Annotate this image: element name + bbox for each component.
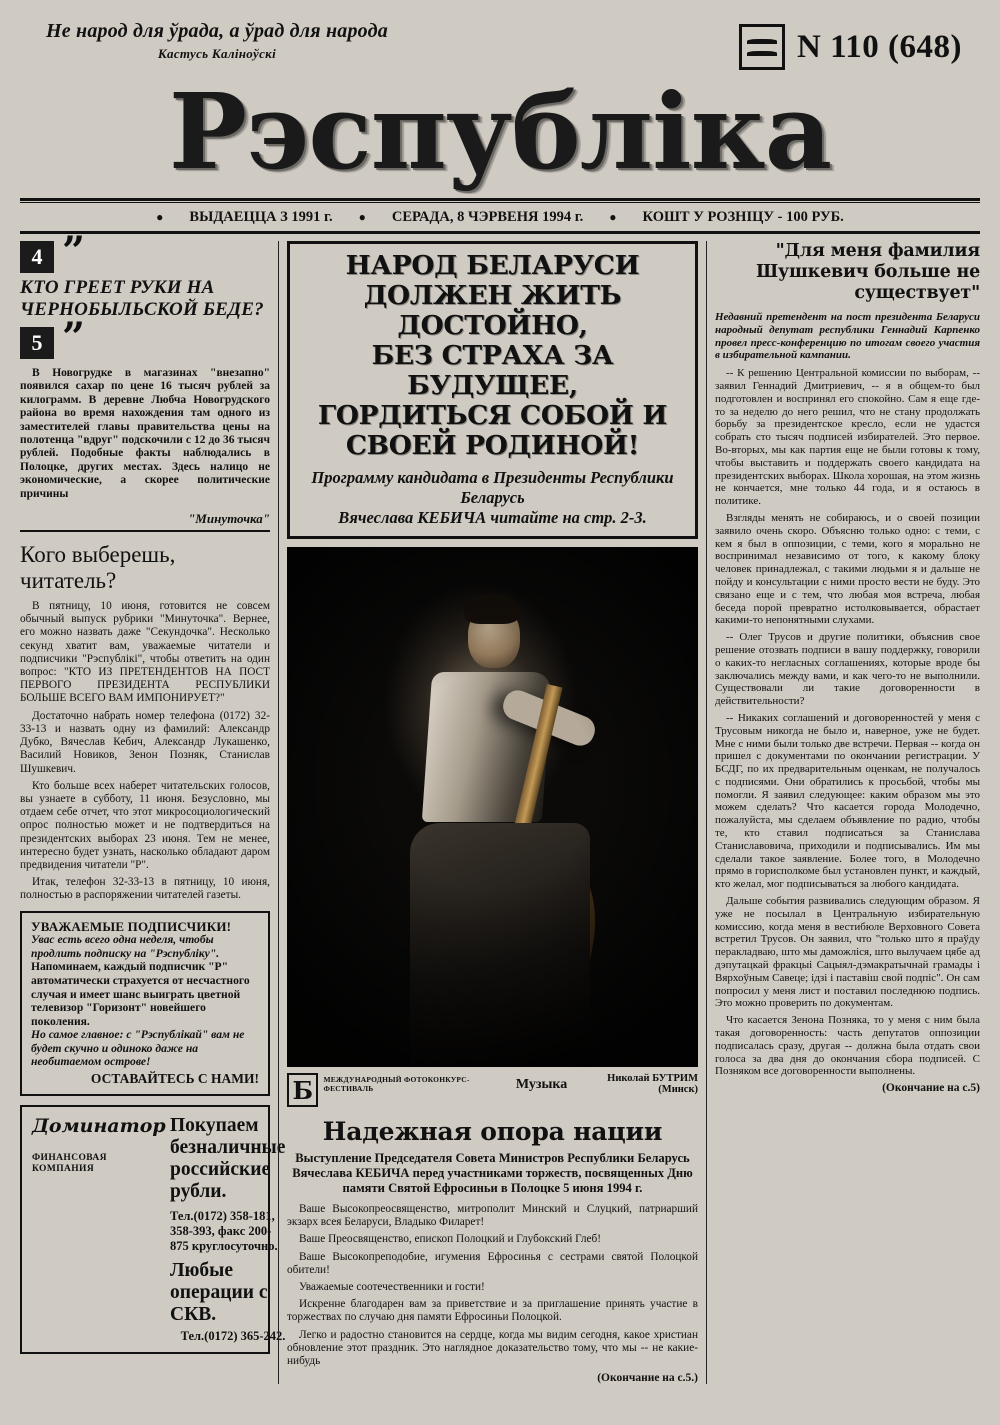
left-article-body bbox=[20, 600, 270, 902]
center-article-headline[interactable]: Надежная опора нации bbox=[322, 1117, 663, 1146]
masthead-motto-block bbox=[46, 20, 388, 62]
body-grid bbox=[20, 228, 980, 1385]
motto-author: Кастусь Каліноўскі bbox=[157, 46, 276, 61]
masthead-infoline bbox=[20, 203, 980, 234]
photo-vignette bbox=[287, 547, 698, 1067]
right-column bbox=[706, 241, 980, 1384]
date-text: СЕРАДА, 8 ЧЭРВЕНЯ 1994 г. bbox=[391, 209, 584, 225]
ad-phone-2: Тел.(0172) 365-242. bbox=[180, 1328, 286, 1343]
right-para-3: -- Никаких соглашений и договоренностей у меня с Трусовым никогда не было и, наверное, уже не будет. Мне с ними были только две встречи. Первая -- когда он пришел с документами по окончании регистрации. У БСДГ, по их предварительным оценкам, не получалось с подписями. Они обратились к просьбой, чтобы мы помогли. Я заявил следующее: каким образом мы это можем сделать? Что касается города Молодечно, пожалуйста, мы сделаем объявление по радио, чтобы те, кто ставил подписаться за Станислава Станиславовича, приходили и подписывались. Им мы сделали такое заявление. Более того, в Молодечно прямо в горисполкоме был установлен пункт, и каждый, кто желал, мог подписываться за любого кандидата. bbox=[715, 711, 980, 891]
photo-musician bbox=[287, 547, 698, 1067]
teaser-block[interactable] bbox=[20, 228, 270, 275]
banner-line-3: ГОРДИТЬСЯ СОБОЙ И СВОЕЙ РОДИНОЙ! bbox=[317, 400, 668, 461]
masthead-title-band bbox=[26, 72, 974, 194]
left-para-3: Итак, телефон 32-33-13 в пятницу, 10 июня, полностью в распоряжении читателей газеты. bbox=[20, 876, 270, 902]
photo-credit: Николай БУТРИМ (Минск) bbox=[607, 1073, 698, 1095]
issue-number: N 110 (648) bbox=[797, 28, 962, 65]
right-continuation[interactable]: (Окончание на с.5) bbox=[882, 1082, 980, 1095]
left-para-2: Кто больше всех наберет читательских голосов, вы узнаете в субботу, 11 июня. Безусловно, мы отдаем себе отчет, что этот микросоциологический опрос полностью может и не подтвердиться на президентских выборах 23 июня. Тем не менее, интересно будет узнать, насколько обладают даром предвидения читатели "Р". bbox=[20, 779, 270, 871]
right-article-lead: Недавний претендент на пост президента Беларуси народный депутат республики Геннадий Карпенко провел пресс-конференцию по итогам своего участия в избирательной кампании. bbox=[715, 311, 980, 362]
center-article-body bbox=[287, 1203, 698, 1368]
masthead-top bbox=[16, 14, 984, 70]
center-article-sub: Выступление Председателя Совета Министров Республики Беларусь Вячеслава КЕБИЧА перед участниками торжеств, посвященных Дню памяти Святой Ефросиньи в Полоцке 5 июня 1994 г. bbox=[292, 1151, 693, 1195]
ad-headline-1: Покупаем безналичные российские рубли. bbox=[170, 1114, 286, 1202]
right-article-body bbox=[715, 367, 980, 1078]
right-para-4: Дальше события развивались следующим образом. Я уже не посылал в Центральную избирательную комиссию, когда меня в вестибюле Верховного Совета встретил Трусов. Он заявил, что "только што я праўду перакладваю, што мы даможліся, што вылучаем цябе ад дэпутацкай фракцыі Сацыял-дэмакратычнай грамады і Вярхоўным Савеце; ідзі і паставіш свой подпіс". Он сам попросил у меня лист и поставил последнюю подпись. Это можно проверить по документам. bbox=[715, 895, 980, 1010]
main-banner bbox=[287, 241, 698, 539]
center-para-2: Ваше Высокопреподобие, игумения Ефросинья с сестрами святой Полоцкой обители! bbox=[287, 1250, 698, 1276]
notice-p3: Но самое главное: с "Рэспублікай" вам не будет скучно и одиноко даже на необитаемом острове! bbox=[31, 1028, 245, 1069]
photo-caption: Музыка bbox=[515, 1077, 568, 1092]
news-brief-text: В Новогрудке в магазинах "внезапно" появился сахар по цене 16 тысяч рублей за килограмм. В деревне Любча Новогрудского района во время нахождения там одного из заместителей главы правительства цены на полотенца "вдруг" подскочили с 12 до 36 тысяч рублей. Подобные факты наблюдались в Полоцке, других местах. Здесь налицо не экономические, а скорее политические причины bbox=[20, 367, 270, 500]
right-para-5: Что касается Зенона Позняка, то у меня с ним была такая договоренность: часть депутатов оппозиции подписалась сразу, другая -- должна была отдать свои голоса за два дня до окончания сбора подписей. С Позняком все договоренности выполнены. bbox=[715, 1014, 980, 1078]
banner-line-2: БЕЗ СТРАХА ЗА БУДУЩЕЕ, bbox=[371, 340, 614, 401]
bullet-icon: ● bbox=[609, 210, 617, 224]
ad-phone-1: Тел.(0172) 358-181, 358-393, факс 200-875 круглосуточно. bbox=[170, 1208, 278, 1253]
ad-logo-sub: ФИНАНСОВАЯ КОМПАНИЯ bbox=[32, 1152, 107, 1174]
wave-logo-icon bbox=[739, 24, 785, 70]
banner-sub-2: Вячеслава КЕБИЧА читайте на стр. 2-3. bbox=[338, 508, 647, 527]
right-para-0: -- К решению Центральной комиссии по выборам, -- заявил Геннадий Дмитриевич, -- я в общем-то был подготовлен и воспринял его спокойно. Сам я еще где-то за неделю до него решил, что не стану продолжать борьбу за президентское кресло, если не удастся собрать сто тысяч подписей избирателей. Это первое. Во-вторых, мы как партия еще не были готовы к тому, чтобы выставить и поддержать своего кандидата на президентских выборах. Школа хорошая, на этом жизнь не кончается, мне только 44 года, и я остаюсь в политике. bbox=[715, 367, 980, 508]
page-ref-5[interactable]: 5 bbox=[20, 327, 54, 359]
center-para-4: Искренне благодарен вам за приветствие и за приглашение принять участие в торжествах по случаю дня памяти Ефросиньи Полоцкой. bbox=[287, 1298, 698, 1324]
right-article-headline[interactable]: "Для меня фамилия Шушкевич больше не существует" bbox=[756, 241, 980, 303]
notice-end: ОСТАВАЙТЕСЬ С НАМИ! bbox=[90, 1071, 259, 1087]
left-para-0: В пятницу, 10 июня, готовится не совсем обычный выпуск рубрики "Минуточка". Вернее, его можно назвать даже "Секундочка". Несколько секунд хватит вам, уважаемые читатели и подписчики "Рэспублікі", чтобы ответить на один вопрос: "КТО ИЗ ПРЕТЕНДЕНТОВ НА ПОСТ ПЕРВОГО ПРЕЗИДЕНТА РЕСПУБЛИКИ БОЛЬШЕ ВСЕГО ВАМ ИМПОНИРУЕТ?" bbox=[20, 600, 270, 705]
left-para-1: Достаточно набрать номер телефона (0172) 32-33-13 и назвать одну из фамилий: Александр Дубко, Вячеслав Кебич, Александр Лукашенко, Василий Новиков, Зенон Позняк, Станислав Шушкевич. bbox=[20, 709, 270, 775]
issue-block bbox=[739, 20, 962, 70]
ad-headline-2: Любые операции с СКВ. bbox=[170, 1259, 268, 1325]
center-para-0: Ваше Высокопреосвященство, митрополит Минский и Слуцкий, патриарший экзарх всея Беларуси, Владыко Филарет! bbox=[287, 1203, 698, 1229]
center-para-5: Легко и радостно становится на сердце, когда мы видим сегодня, какое христиан обновление этот праздник. Это наглядное доказательство тому, что мы -- не какие-нибудь bbox=[287, 1328, 698, 1368]
bullet-icon: ● bbox=[156, 210, 164, 224]
center-para-3: Уважаемые соотечественники и гости! bbox=[299, 1281, 485, 1294]
festival-logo bbox=[287, 1073, 516, 1107]
left-article-headline[interactable]: Кого выберешь, читатель? bbox=[20, 542, 176, 594]
center-column bbox=[278, 241, 698, 1384]
notice-p2: Напоминаем, каждый подписчик "Р" автоматически страхуется от несчастного случая и имеет шанс выиграть цветной телевизор "Горизонт" новейшего поколения. bbox=[31, 960, 250, 1028]
advertisement-dominator[interactable] bbox=[20, 1105, 286, 1354]
rubric-label: "Минуточка" bbox=[20, 511, 270, 532]
teaser-headline[interactable]: КТО ГРЕЕТ РУКИ НА ЧЕРНОБЫЛЬСКОЙ БЕДЕ? bbox=[20, 277, 264, 320]
left-column bbox=[20, 228, 286, 1384]
banner-line-1: НАРОД БЕЛАРУСИ ДОЛЖЕН ЖИТЬ ДОСТОЙНО, bbox=[345, 250, 640, 341]
motto: Не народ для ўрада, а ўрад для народа bbox=[46, 20, 388, 42]
notice-title: УВАЖАЕМЫЕ ПОДПИСЧИКИ! bbox=[31, 918, 232, 934]
right-para-1: Взгляды менять не собираюсь, и о своей позиции заявило очень скоро. Объясню только одно: с теми, с кем я был в оппозиции, с теми, кого я морально не воспринимал независимо от того, к какому блоку человек принадлежал, с такими людьми я и дальше не пойду и консультации с ними просто вести не буду. Это связано еще и с тем, что любая моя встреча, любая беседа порой превратно истолковывается, обрастает какими-то непонятными слухами. bbox=[715, 511, 980, 627]
page-title: Рэспубліка bbox=[168, 72, 832, 193]
ad-logo: Доминатор bbox=[32, 1114, 166, 1137]
quote-close-icon: ” bbox=[62, 314, 86, 361]
price-text: КОШТ У РОЗНІЦУ - 100 РУБ. bbox=[642, 209, 844, 225]
subscriber-notice bbox=[20, 911, 270, 1096]
center-continuation[interactable]: (Окончание на с.5.) bbox=[597, 1372, 698, 1385]
ad-copy-block bbox=[170, 1115, 285, 1344]
founded-text: ВЫДАЕЦЦА З 1991 г. bbox=[189, 209, 333, 225]
caption-center bbox=[516, 1073, 567, 1093]
quote-open-icon: ” bbox=[62, 228, 86, 275]
page-ref-4[interactable]: 4 bbox=[20, 241, 54, 273]
right-para-2: -- Олег Трусов и другие политики, объяснив свое решение отозвать подписи в вашу поддержку, говорили о каких-то негласных соглашениях, которые вроде бы заключались между вами, и как чего-то не выполнили. Существовали ли такие договоренности в действительности? bbox=[715, 631, 980, 708]
news-brief bbox=[20, 367, 270, 501]
photo-caption-row bbox=[287, 1073, 698, 1107]
banner-sub-1: Программу кандидата в Президенты Республики Беларусь bbox=[311, 468, 674, 507]
ad-brand-block bbox=[32, 1114, 166, 1344]
photo-block bbox=[287, 547, 698, 1107]
center-para-1: Ваше Преосвященство, епископ Полоцкий и Глубокский Глеб! bbox=[299, 1233, 601, 1246]
bullet-icon: ● bbox=[358, 210, 366, 224]
festival-letter-icon: Б bbox=[287, 1073, 318, 1107]
teaser-block-2[interactable] bbox=[20, 314, 270, 361]
notice-p1: Увас есть всего одна неделя, чтобы продлить подписку на "Рэспубліку". bbox=[31, 933, 220, 960]
festival-text: МЕЖДУНАРОДНЫЙ ФОТОКОНКУРС-ФЕСТИВАЛЬ bbox=[323, 1075, 470, 1093]
